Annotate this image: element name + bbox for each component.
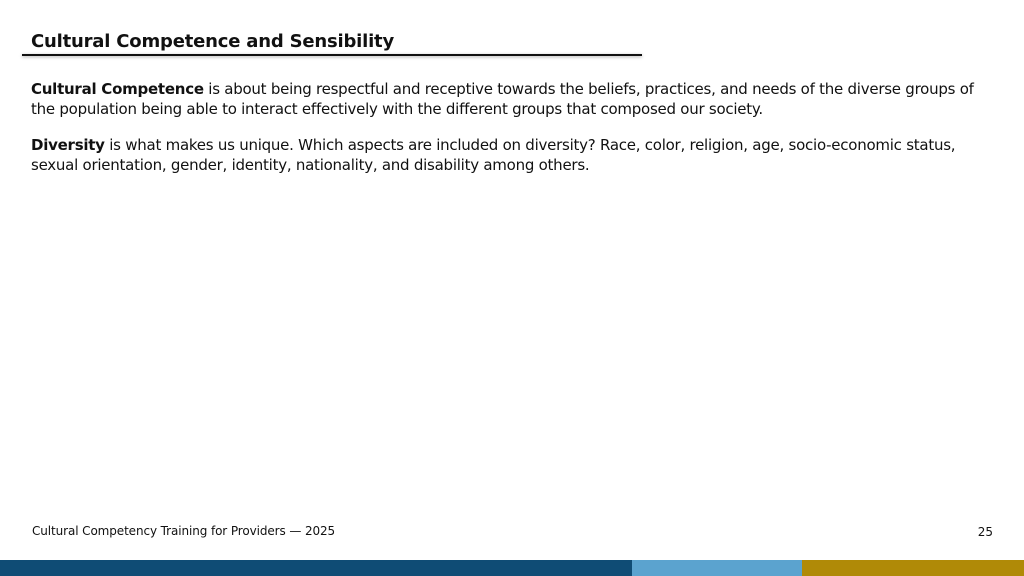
title-underline <box>22 54 642 56</box>
footer-band-accent <box>802 560 1024 576</box>
footer-band-secondary <box>632 560 802 576</box>
definition-cultural-competence: is about being respectful and receptive towards the beliefs, practices, and needs of the diverse groups of the population being able to interact effectively with the different groups that composed our society. <box>31 80 974 118</box>
footer-band-primary <box>0 560 632 576</box>
paragraph-cultural-competence <box>31 80 991 119</box>
term-cultural-competence: Cultural Competence <box>31 80 204 98</box>
definition-diversity: is what makes us unique. Which aspects are included on diversity? Race, color, religion, age, socio-economic status, sexual orientation, gender, identity, nationality, and disability among others. <box>31 136 956 174</box>
footer-text: Cultural Competency Training for Providers — 2025 <box>32 524 336 538</box>
slide-body <box>31 80 991 192</box>
term-diversity: Diversity <box>31 136 105 154</box>
paragraph-diversity <box>31 136 991 175</box>
page-number: 25 <box>977 525 993 539</box>
slide-title: Cultural Competence and Sensibility <box>31 31 394 52</box>
